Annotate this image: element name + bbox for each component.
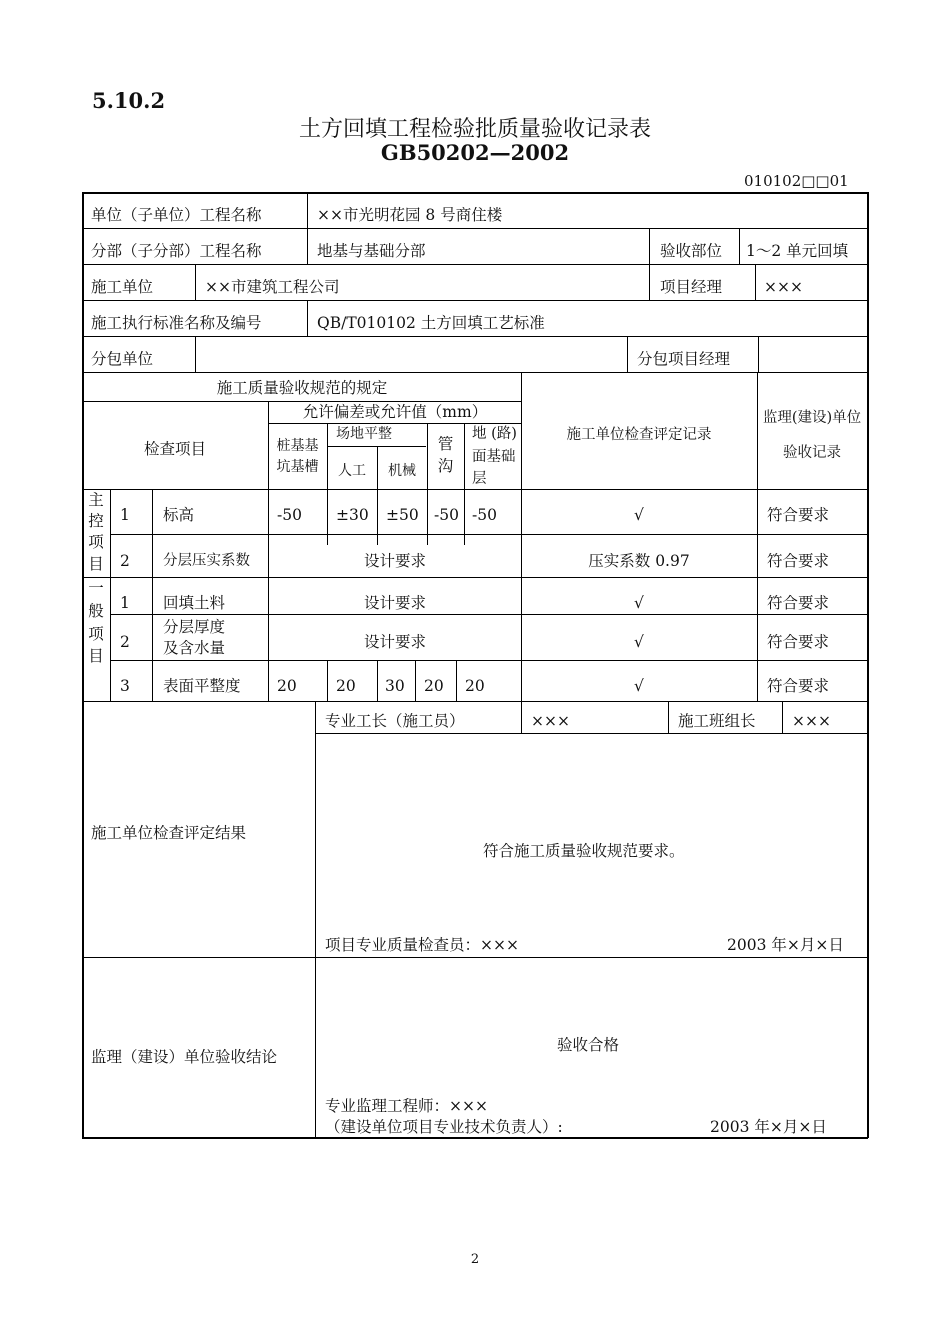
project-name-value: ××市光明花园 8 号商住楼	[317, 206, 503, 224]
supervisor-header: 监理(建设)单位	[762, 410, 862, 426]
sub-project-manager-label: 分包项目经理	[637, 350, 731, 368]
evaluation-date: 2003 年×月×日	[727, 936, 844, 954]
subdivision-value: 地基与基础分部	[317, 242, 426, 260]
check-item-header: 检查项目	[143, 440, 206, 458]
col-site-header: 场地平整	[336, 426, 392, 442]
conclusion-date: 2003 年×月×日	[710, 1118, 827, 1136]
contractor-label: 施工单位	[91, 278, 154, 296]
col-manual-header: 人工	[338, 463, 366, 479]
project-manager-label: 项目经理	[660, 278, 723, 296]
foreman-label: 专业工长（施工员）	[325, 712, 465, 730]
table-border-right	[867, 192, 869, 1138]
subcontractor-label: 分包单位	[91, 350, 154, 368]
supervision-conclusion-text: 验收合格	[557, 1036, 620, 1054]
supervisor-header-line2: 验收记录	[783, 445, 841, 461]
form-title: 土方回填工程检验批质量验收记录表	[298, 117, 651, 142]
quality-inspector: 项目专业质量检查员：×××	[325, 936, 519, 954]
col-road-header-line2: 面基础	[472, 449, 516, 465]
tolerance-header: 允许偏差或允许值（mm）	[302, 403, 488, 421]
team-leader-value: ×××	[792, 712, 831, 730]
execution-standard-value: QB/T010102 土方回填工艺标准	[317, 314, 545, 332]
team-leader-label: 施工班组长	[678, 712, 756, 730]
supervising-engineer: 专业监理工程师：×××	[325, 1097, 488, 1115]
contractor-record-header: 施工单位检查评定记录	[566, 427, 712, 443]
col-pile-header-line2: 坑基槽	[276, 459, 319, 475]
evaluation-result-label: 施工单位检查评定结果	[91, 824, 247, 842]
contractor-value: ××市建筑工程公司	[205, 278, 340, 296]
project-manager-value: ×××	[764, 278, 803, 296]
section-number: 5.10.2	[92, 88, 166, 113]
owner-technical-lead: （建设单位项目专业技术负责人）:	[325, 1118, 563, 1136]
execution-standard-label: 施工执行标准名称及编号	[91, 314, 262, 332]
col-road-header: 地 (路)	[472, 426, 517, 442]
col-road-header-line3: 层	[472, 471, 487, 487]
table-border-top	[82, 192, 868, 194]
col-pipe-header-line2: 沟	[437, 457, 454, 475]
page-number: 2	[470, 1252, 480, 1267]
standard-code: GB50202—2002	[380, 140, 570, 165]
acceptance-part-label: 验收部位	[660, 242, 723, 260]
acceptance-part-value: 1～2 单元回填	[746, 242, 849, 260]
col-pipe-header: 管	[437, 435, 454, 453]
col-pile-header: 桩基基	[276, 438, 319, 454]
spec-header: 施工质量验收规范的规定	[216, 379, 388, 397]
foreman-value: ×××	[531, 712, 570, 730]
col-machine-header: 机械	[388, 463, 416, 479]
supervision-conclusion-label: 监理（建设）单位验收结论	[91, 1048, 278, 1066]
project-name-label: 单位（子单位）工程名称	[91, 206, 262, 224]
evaluation-result-text: 符合施工质量验收规范要求。	[483, 842, 685, 860]
subdivision-label: 分部（子分部）工程名称	[91, 242, 262, 260]
form-code: 010102□□01	[744, 172, 849, 190]
